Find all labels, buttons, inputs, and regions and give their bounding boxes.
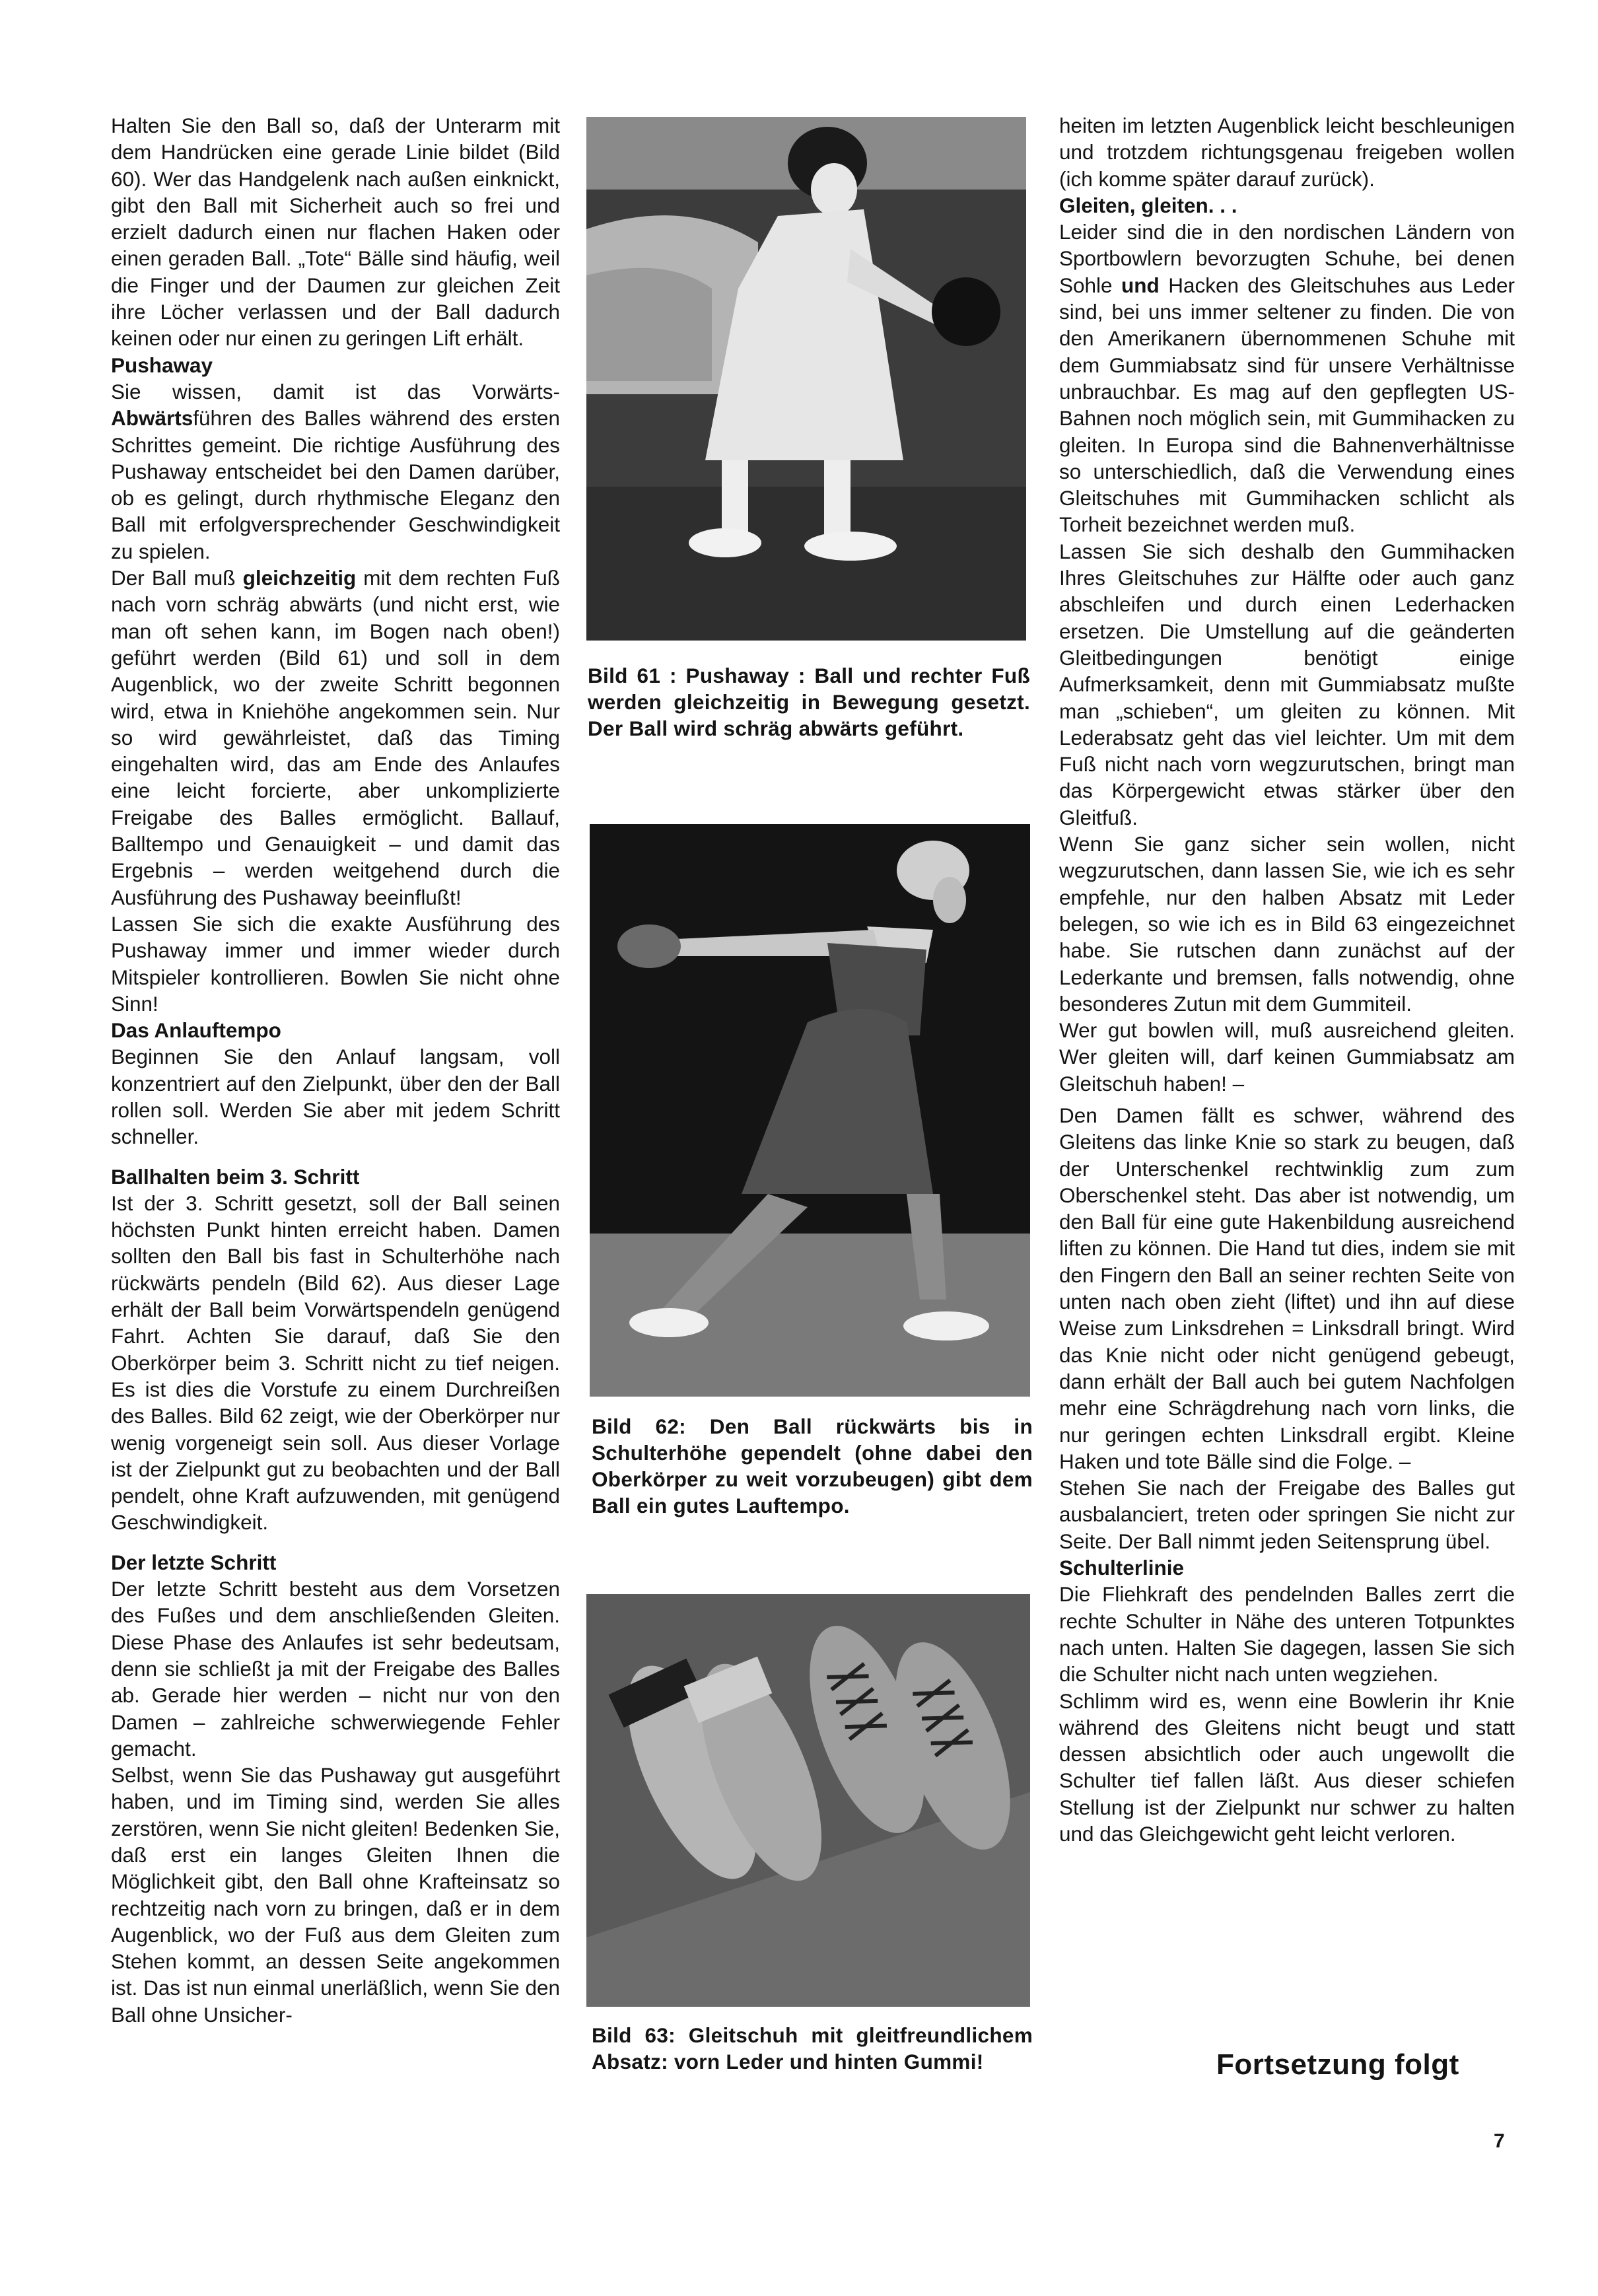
paragraph: Lassen Sie sich die exakte Ausführung des Pushaway immer und immer wieder durch Mitspieler kontrollieren. Bowlen Sie nicht ohne Sinn! bbox=[111, 911, 560, 1016]
bowler-pushaway-icon bbox=[586, 117, 1026, 641]
section-heading-schulterlinie: Schulterlinie bbox=[1059, 1556, 1185, 1580]
bowling-shoes-icon bbox=[586, 1594, 1030, 2007]
section-heading-ballhalten: Ballhalten beim 3. Schritt bbox=[111, 1164, 360, 1189]
bowler-backswing-icon bbox=[590, 824, 1030, 1397]
paragraph: Ist der 3. Schritt gesetzt, soll der Ball seinen höchsten Punkt hinten erreicht haben. Damen sollten den Ball bis fast in Schulterhöhe nach rückwärts pendeln (Bild 62). Aus dieser Lage erhält der Ball beim Vorwärtspendeln genügend Fahrt. Achten Sie darauf, daß Sie den Oberkörper beim 3. Schritt nicht zu tief neigen. Es ist dies die Vorstufe zu einem Durchreißen des Balles. Bild 62 zeigt, wie der Oberkörper nur wenig vorgeneigt sein soll. Aus dieser Vorlage ist der Zielpunkt gut zu beobachten und der Ball pendelt, ohne Kraft aufzuwenden, mit genügend Geschwindigkeit. bbox=[111, 1191, 560, 1535]
paragraph: Schlimm wird es, wenn eine Bowlerin ihr Knie während des Gleitens nicht beugt und statt dessen absichtlich oder auch ungewollt die Schulter tief fallen läßt. Aus dieser schiefen Stellung ist der Zielpunkt nur schwer zu halten und das Gleichgewicht geht leicht verloren. bbox=[1059, 1688, 1515, 1846]
paragraph: Beginnen Sie den Anlauf langsam, voll konzentriert auf den Zielpunkt, über den der Ball rollen soll. Werden Sie aber mit jedem Schritt schneller. bbox=[111, 1045, 560, 1149]
left-column bbox=[111, 112, 560, 2028]
caption-bild-63: Bild 63: Gleitschuh mit gleitfreundlichem Absatz: vorn Leder und hinten Gummi! bbox=[592, 2023, 1033, 2073]
section-heading-pushaway: Pushaway bbox=[111, 353, 213, 377]
page-number: 7 bbox=[1494, 2130, 1505, 2152]
photo-bild-61 bbox=[586, 117, 1026, 641]
section-heading-letzter-schritt: Der letzte Schritt bbox=[111, 1550, 277, 1574]
paragraph: Halten Sie den Ball so, daß der Unterarm mit dem Handrücken eine gerade Linie bildet (Bild 60). Wer das Handgelenk nach außen einknickt, gibt den Ball mit Sicherheit auch so frei und erzielt dadurch einen nur flachen Haken oder einen geraden Ball. „Tote“ Bälle sind häufig, weil die Finger und der Daumen zur gleichen Zeit ihre Löcher verlassen und der Ball dadurch keinen oder nur einen zu geringen Lift erhält. bbox=[111, 114, 560, 351]
paragraph: Leider sind die in den nordischen Ländern von Sportbowlern bevorzugten Schuhe, bei denen Sohle und Hacken des Gleitschuhes aus Leder sind, bei uns immer seltener zu finden. Die von den Amerikanern übernommenen Schuhe mit dem Gummiabsatz sind für unsere Verhältnisse unbrauchbar. Es mag auf den gepflegten US-Bahnen noch möglich sein, mit Gummihacken zu gleiten. In Europa sind die Bahnenverhältnisse so unterschiedlich, daß die Verwendung eines Gleitschuhes mit Gummihacken schlicht als Torheit bezeichnet werden muß. bbox=[1059, 220, 1515, 537]
paragraph: Sie wissen, damit ist das Vorwärts-Abwärtsführen des Balles während des ersten Schrittes gemeint. Die richtige Ausführung des Pushaway entscheidet bei den Damen darüber, ob es gelingt, durch rhythmische Eleganz den Ball mit erfolgversprechender Geschwindigkeit zu spielen. bbox=[111, 379, 560, 563]
paragraph: Die Fliehkraft des pendelnden Balles zerrt die rechte Schulter in Nähe des unteren Totpunktes nach unten. Halten Sie dagegen, lassen Sie sich die Schulter nicht nach unten wegziehen. bbox=[1059, 1582, 1515, 1687]
paragraph: Lassen Sie sich deshalb den Gummihacken Ihres Gleitschuhes zur Hälfte oder auch ganz abschleifen und durch einen Lederhacken ersetzen. Die Umstellung auf die geänderten Gleitbedingungen benötigt einige Aufmerksamkeit, denn mit Gummiabsatz mußte man „schieben“, um gleiten zu können. Mit Lederabsatz geht das viel leichter. Um mit dem Fuß nicht nach vorn wegzurutschen, bringt man das Körpergewicht etwas stärker über den Gleitfuß. bbox=[1059, 539, 1515, 829]
photo-bild-62 bbox=[590, 824, 1030, 1397]
section-heading-gleiten: Gleiten, gleiten. . . bbox=[1059, 193, 1237, 217]
paragraph: Den Damen fällt es schwer, während des Gleitens das linke Knie so stark zu beugen, daß der Unterschenkel rechtwinklig zum zum Oberschenkel steht. Das aber ist notwendig, um den Ball für eine gute Hakenbildung ausreichend liften zu können. Die Hand tut dies, indem sie mit den Fingern den Ball an seiner rechten Seite von unten nach oben zieht (liftet) und ihn auf diese Weise zum Linksdrehen = Linksdrall bringt. Wird das Knie nicht oder nicht genügend gebeugt, dann erhält der Ball auch bei gutem Nachfolgen mehr eine Schrägdrehung nach vorn links, die nur geringen echten Linksdrall ergibt. Kleine Haken und tote Bälle sind die Folge. – bbox=[1059, 1103, 1515, 1473]
photo-bild-63 bbox=[586, 1594, 1030, 2007]
caption-bild-62: Bild 62: Den Ball rückwärts bis in Schulterhöhe gependelt (ohne dabei den Oberkörper zu weit vorzubeugen) gibt dem Ball ein gutes Lauftempo. bbox=[592, 1414, 1033, 1517]
continuation-note: Fortsetzung folgt bbox=[1216, 2048, 1459, 2081]
paragraph: heiten im letzten Augenblick leicht beschleunigen und trotzdem richtungsgenau freigeben wollen (ich komme später darauf zurück). bbox=[1059, 114, 1515, 191]
caption-bild-61: Bild 61 : Pushaway : Ball und rechter Fuß werden gleichzeitig in Bewegung gesetzt. Der Ball wird schräg abwärts geführt. bbox=[588, 664, 1030, 740]
section-heading-anlauftempo: Das Anlauftempo bbox=[111, 1018, 281, 1043]
paragraph: Der Ball muß gleichzeitig mit dem rechten Fuß nach vorn schräg abwärts (und nicht erst, wie man oft sehen kann, im Bogen nach oben!) geführt werden (Bild 61) und soll in dem Augenblick, wo der zweite Schritt begonnen wird, etwa in Kniehöhe angekommen sein. Nur so wird gewährleistet, daß das Timing eingehalten wird, das am Ende des Anlaufes eine leicht forcierte, aber unkomplizierte Freigabe des Balles ermöglicht. Ballauf, Balltempo und Genauigkeit – und damit das Ergebnis – werden weitgehend durch die Ausführung des Pushaway beeinflußt! bbox=[111, 566, 561, 909]
paragraph: Wer gut bowlen will, muß ausreichend gleiten. Wer gleiten will, darf keinen Gummiabsatz am Gleitschuh haben! – bbox=[1059, 1018, 1515, 1096]
paragraph: Selbst, wenn Sie das Pushaway gut ausgeführt haben, und im Timing sind, werden Sie alles zerstören, wenn Sie nicht gleiten! Bedenken Sie, daß erst ein langes Gleiten Ihnen die Möglichkeit gibt, den Ball ohne Krafteinsatz so rechtzeitig nach vorn zu bringen, daß er in dem Augenblick, wo der Fuß aus dem Gleiten zum Stehen kommt, an dessen Seite angekommen ist. Das ist nun einmal unerläßlich, wenn Sie den Ball ohne Unsicher- bbox=[111, 1763, 560, 2027]
paragraph: Stehen Sie nach der Freigabe des Balles gut ausbalanciert, treten oder springen Sie nicht zur Seite. Der Ball nimmt jeden Seitensprung übel. bbox=[1059, 1476, 1515, 1553]
paragraph: Der letzte Schritt besteht aus dem Vorsetzen des Fußes und dem anschließenden Gleiten. Diese Phase des Anlaufes ist sehr bedeutsam, denn sie schließt ja mit der Freigabe des Balles ab. Gerade hier werden – nicht nur von den Damen – zahlreiche schwerwiegende Fehler gemacht. bbox=[111, 1577, 560, 1760]
right-column bbox=[1059, 112, 1515, 1847]
paragraph: Wenn Sie ganz sicher sein wollen, nicht wegzurutschen, dann lassen Sie, wie ich es sehr empfehle, nur den halben Absatz mit Leder belegen, so wie ich es in Bild 63 eingezeichnet habe. Sie rutschen dann zunächst auf der Lederkante und bremsen, falls notwendig, ohne besonderes Zutun mit dem Gummiteil. bbox=[1059, 832, 1515, 1016]
